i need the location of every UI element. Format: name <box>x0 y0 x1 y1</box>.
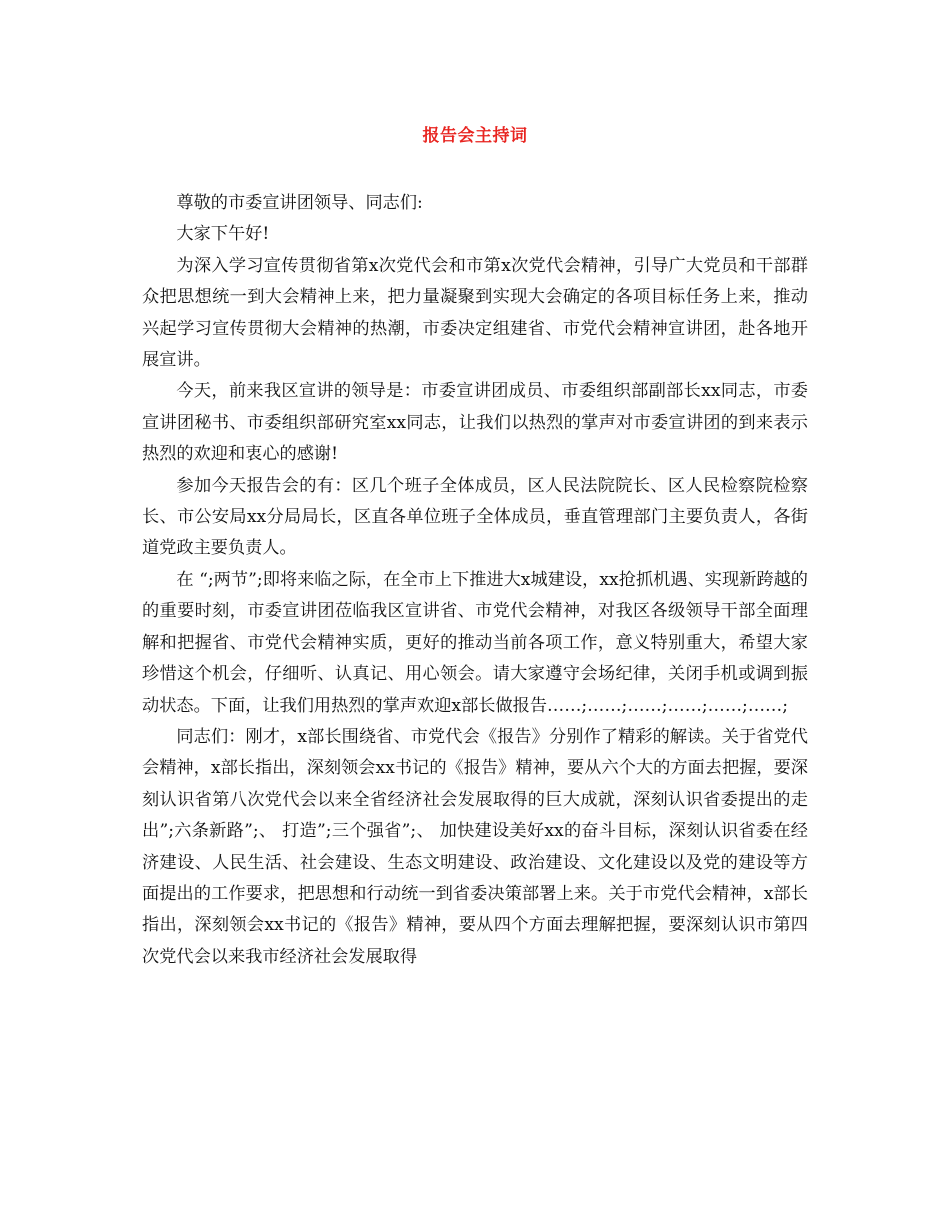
document-title: 报告会主持词 <box>422 126 528 146</box>
guests-paragraph: 今天，前来我区宣讲的领导是：市委宣讲团成员、市委组织部副部长xx同志，市委宣讲团秘书、市委组织部研究室xx同志，让我们以热烈的掌声对市委宣讲团的到来表示热烈的欢迎和衷心的感谢! <box>142 381 808 465</box>
purpose-paragraph: 为深入学习宣传贯彻省第x次党代会和市第x次党代会精神，引导广大党员和干部群众把思想统一到大会精神上来，把力量凝聚到实现大会确定的各项目标任务上来，推动兴起学习宣传贯彻大会精神的热潮，市委决定组建省、市党代会精神宣讲团，赴各地开展宣讲。 <box>142 255 808 371</box>
salutation-paragraph: 尊敬的市委宣讲团领导、同志们: <box>176 193 423 213</box>
summary-paragraph: 同志们：刚才，x部长围绕省、市党代会《报告》分别作了精彩的解读。关于省党代会精神，x部长指出，深刻领会xx书记的《报告》精神，要从六个大的方面去把握，要深刻认识省第八次党代会以来全省经济社会发展取得的巨大成就，深刻认识省委提出的走出”;六条新路”;、 打造”;三个强省”;、 加快建设美好xx的奋斗目标，深刻认识省委在经济建设、人民生活、社会建设、生态文明建设、政治建设、文化建设以及党的建设等方面提出的工作要求，把思想和行动统一到省委决策部署上来。关于市党代会精神，x部长指出，深刻领会xx书记的《报告》精神，要从四个方面去理解把握，要深刻认识市第四次党代会以来我市经济社会发展取得 <box>142 726 808 967</box>
attendees-paragraph: 参加今天报告会的有：区几个班子全体成员，区人民法院院长、区人民检察院检察长、市公安局xx分局局长，区直各单位班子全体成员，垂直管理部门主要负责人，各街道党政主要负责人。 <box>142 475 808 559</box>
document-body <box>142 188 808 973</box>
greeting-paragraph: 大家下午好! <box>176 224 270 245</box>
occasion-paragraph: 在 “;两节”;即将来临之际，在全市上下推进大x城建设，xx抢抓机遇、实现新跨越的的重要时刻，市委宣讲团莅临我区宣讲省、市党代会精神，对我区各级领导干部全面理解和把握省、市党代会精神实质，更好的推动当前各项工作，意义特别重大，希望大家珍惜这个机会，仔细听、认真记、用心领会。请大家遵守会场纪律，关闭手机或调到振动状态。下面，让我们用热烈的掌声欢迎x部长做报告……;……;……;……;……;……; <box>142 569 808 716</box>
